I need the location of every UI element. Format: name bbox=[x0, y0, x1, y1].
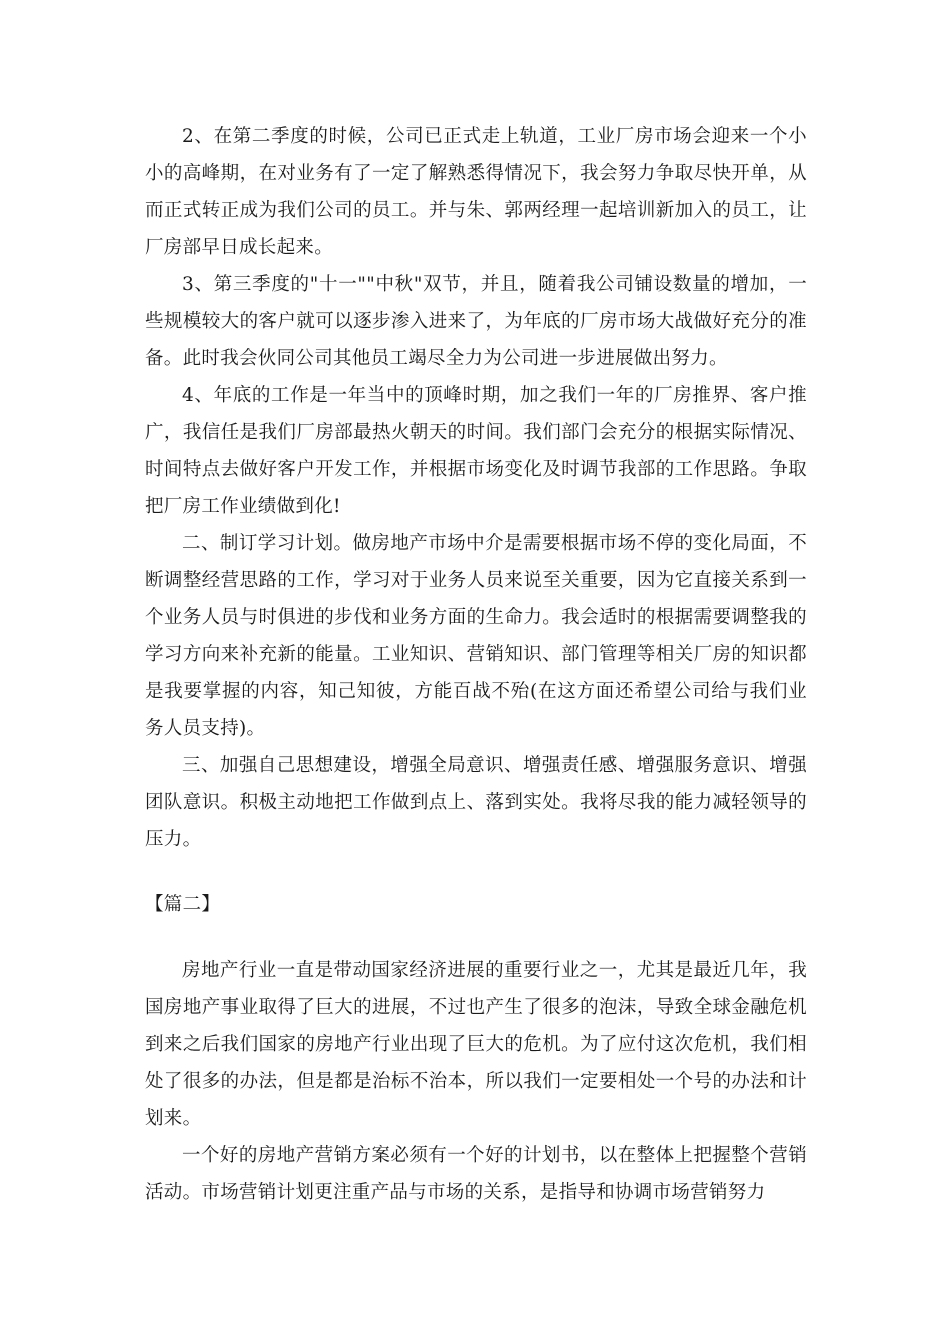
section-heading: 【篇二】 bbox=[145, 894, 221, 915]
document-body-part-one bbox=[145, 118, 807, 858]
paragraph-q3-plan: 3、第三季度的"十一""中秋"双节，并且，随着我公司铺设数量的增加，一些规模较大的客户就可以逐步渗入进来了，为年底的厂房市场大战做好充分的准备。此时我会伙同公司其他员工竭尽全力为公司进一步进展做出努力。 bbox=[145, 274, 807, 369]
document-body-part-two bbox=[145, 952, 807, 1211]
paragraph-q2-plan: 2、在第二季度的时候，公司已正式走上轨道，工业厂房市场会迎来一个小小的高峰期，在对业务有了一定了解熟悉得情况下，我会努力争取尽快开单，从而正式转正成为我们公司的员工。并与朱、郭两经理一起培训新加入的员工，让厂房部早日成长起来。 bbox=[145, 126, 807, 258]
paragraph-industry-intro: 房地产行业一直是带动国家经济进展的重要行业之一，尤其是最近几年，我国房地产事业取得了巨大的进展，不过也产生了很多的泡沫，导致全球金融危机到来之后我们国家的房地产行业出现了巨大的危机。为了应付这次危机，我们相处了很多的办法，但是都是治标不治本，所以我们一定要相处一个号的办法和计划来。 bbox=[145, 960, 807, 1129]
paragraph-study-plan: 二、制订学习计划。做房地产市场中介是需要根据市场不停的变化局面，不断调整经营思路的工作，学习对于业务人员来说至关重要，因为它直接关系到一个业务人员与时俱进的步伐和业务方面的生命力。我会适时的根据需要调整我的学习方向来补充新的能量。工业知识、营销知识、部门管理等相关厂房的知识都是我要掌握的内容，知己知彼，方能百战不殆(在这方面还希望公司给与我们业务人员支持)。 bbox=[145, 533, 807, 739]
paragraph-self-improvement: 三、加强自己思想建设，增强全局意识、增强责任感、增强服务意识、增强团队意识。积极主动地把工作做到点上、落到实处。我将尽我的能力减轻领导的压力。 bbox=[145, 755, 807, 850]
paragraph-marketing-plan: 一个好的房地产营销方案必须有一个好的计划书，以在整体上把握整个营销活动。市场营销计划更注重产品与市场的关系，是指导和协调市场营销努力 bbox=[145, 1145, 807, 1203]
paragraph-year-end-plan: 4、年底的工作是一年当中的顶峰时期，加之我们一年的厂房推界、客户推广，我信任是我们厂房部最热火朝天的时间。我们部门会充分的根据实际情况、时间特点去做好客户开发工作，并根据市场变化及时调节我部的工作思路。争取把厂房工作业绩做到化! bbox=[145, 385, 807, 517]
